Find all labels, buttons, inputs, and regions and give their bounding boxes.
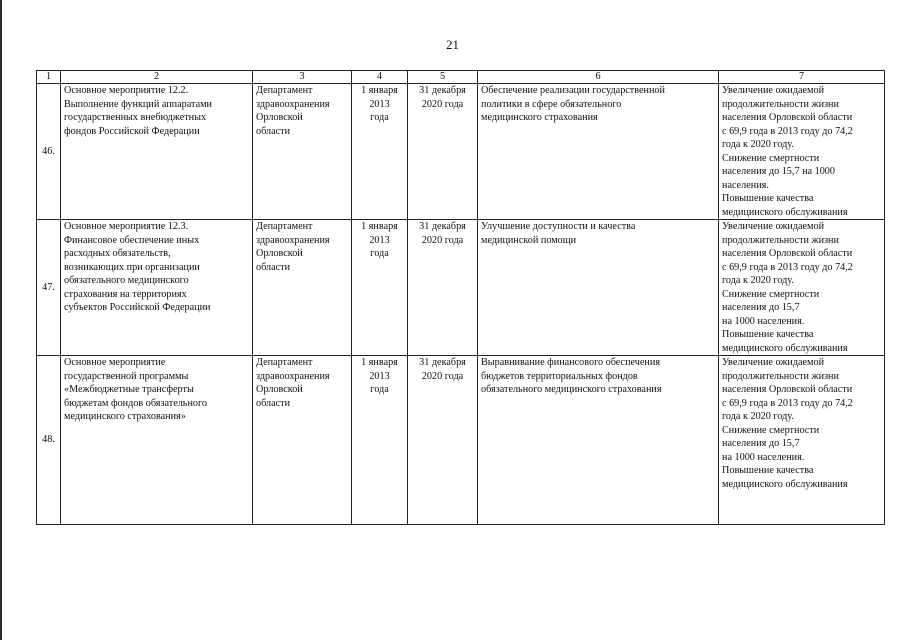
executor-line: Департамент	[256, 85, 313, 96]
indicator-line: с 69,9 года в 2013 году до 74,2	[722, 125, 853, 137]
event-line: возникающих при организации	[64, 261, 200, 273]
indicator-line: Увеличение ожидаемой	[722, 221, 825, 232]
header-cell-7: 7	[719, 71, 885, 84]
result-line: Выравнивание финансового обеспечения	[481, 357, 661, 368]
indicator-line: Снижение смертности	[722, 152, 820, 164]
indicator-line: Снижение смертности	[722, 288, 820, 300]
indicator-line: медицинского обслуживания	[722, 342, 848, 354]
result-line: обязательного медицинского страхования	[481, 384, 662, 395]
indicator-line: продолжительности жизни	[722, 370, 839, 382]
indicator-line: продолжительности жизни	[722, 98, 839, 110]
executor-line: Орловской	[256, 384, 303, 395]
indicator-line: года к 2020 году.	[722, 139, 794, 150]
end-date-cell	[408, 84, 478, 220]
start-date-cell	[352, 356, 408, 525]
event-line: Основное мероприятие	[64, 357, 166, 368]
start-date-line: 2013	[369, 370, 390, 382]
executor-cell	[253, 356, 352, 525]
indicator-line: года к 2020 году.	[722, 275, 794, 286]
event-line: медицинского страхования»	[64, 411, 186, 422]
event-line: Основное мероприятие 12.3.	[64, 221, 189, 232]
end-date-cell	[408, 356, 478, 525]
header-cell-6: 6	[478, 71, 719, 84]
indicator-line: на 1000 населения.	[722, 315, 805, 327]
table-row	[37, 356, 885, 525]
indicator-line: Увеличение ожидаемой	[722, 85, 825, 96]
event-line: фондов Российской Федерации	[64, 125, 200, 137]
event-line: «Межбюджетные трансферты	[64, 384, 194, 395]
executor-cell	[253, 84, 352, 220]
row-number: 46.	[37, 84, 61, 220]
indicator-line: продолжительности жизни	[722, 234, 839, 246]
start-date-line: года	[370, 384, 389, 395]
indicator-line: населения Орловской области	[722, 112, 853, 123]
indicator-line: Увеличение ожидаемой	[722, 357, 825, 368]
executor-line: Департамент	[256, 221, 313, 232]
indicator-line: населения до 15,7	[722, 438, 800, 449]
event-cell	[61, 84, 253, 220]
start-date-line: года	[370, 112, 389, 123]
indicators-cell	[719, 220, 885, 356]
header-cell-4: 4	[352, 71, 408, 84]
indicator-line: населения до 15,7 на 1000	[722, 166, 835, 177]
header-cell-5: 5	[408, 71, 478, 84]
result-line: Обеспечение реализации государственной	[481, 85, 665, 96]
end-date-line: 2020 года	[421, 98, 464, 110]
event-line: обязательного медицинского	[64, 275, 189, 286]
indicator-line: медицинского обслуживания	[722, 206, 848, 218]
event-line: субъектов Российской Федерации	[64, 302, 211, 313]
executor-cell	[253, 220, 352, 356]
table-row	[37, 220, 885, 356]
executor-line: здравоохранения	[256, 370, 330, 382]
start-date-line: 1 января	[361, 221, 398, 232]
indicator-line: населения Орловской области	[722, 248, 853, 259]
activities-table	[36, 70, 885, 525]
result-cell	[478, 84, 719, 220]
executor-line: области	[256, 261, 291, 273]
result-line: Улучшение доступности и качества	[481, 221, 636, 232]
start-date-cell	[352, 220, 408, 356]
end-date-line: 2020 года	[421, 370, 464, 382]
event-line: Выполнение функций аппаратами	[64, 98, 212, 110]
event-line: страхования на территориях	[64, 288, 187, 300]
executor-line: здравоохранения	[256, 98, 330, 110]
event-line: Основное мероприятие 12.2.	[64, 85, 189, 96]
page-number: 21	[446, 37, 459, 52]
result-line: медицинской помощи	[481, 234, 577, 246]
end-date-line: 2020 года	[421, 234, 464, 246]
indicator-line: Снижение смертности	[722, 424, 820, 436]
indicator-line: населения Орловской области	[722, 384, 853, 395]
indicator-line: населения до 15,7	[722, 302, 800, 313]
event-cell	[61, 220, 253, 356]
indicator-line: с 69,9 года в 2013 году до 74,2	[722, 397, 853, 409]
event-line: расходных обязательств,	[64, 248, 171, 259]
row-number: 47.	[37, 220, 61, 356]
table-row	[37, 84, 885, 220]
end-date-cell	[408, 220, 478, 356]
indicators-cell	[719, 84, 885, 220]
indicator-line: года к 2020 году.	[722, 411, 794, 422]
event-cell	[61, 356, 253, 525]
header-cell-3: 3	[253, 71, 352, 84]
indicator-line: медицинского обслуживания	[722, 478, 848, 490]
scan-border-line	[0, 0, 2, 640]
start-date-line: 1 января	[361, 85, 398, 96]
start-date-line: года	[370, 248, 389, 259]
end-date-line: 31 декабря	[419, 357, 466, 368]
event-line: государственной программы	[64, 370, 189, 382]
executor-line: области	[256, 397, 291, 409]
indicators-cell	[719, 356, 885, 525]
executor-line: области	[256, 125, 291, 137]
executor-line: Орловской	[256, 248, 303, 259]
event-line: бюджетам фондов обязательного	[64, 397, 208, 409]
executor-line: Орловской	[256, 112, 303, 123]
row-number: 48.	[37, 356, 61, 525]
event-line: Финансовое обеспечение иных	[64, 234, 200, 246]
indicator-line: на 1000 населения.	[722, 451, 805, 463]
indicator-line: с 69,9 года в 2013 году до 74,2	[722, 261, 853, 273]
result-line: медицинского страхования	[481, 112, 598, 123]
indicator-line: Повышение качества	[722, 465, 814, 476]
start-date-line: 2013	[369, 234, 390, 246]
header-row	[37, 71, 885, 84]
end-date-line: 31 декабря	[419, 85, 466, 96]
start-date-cell	[352, 84, 408, 220]
indicator-line: Повышение качества	[722, 329, 814, 340]
start-date-line: 2013	[369, 98, 390, 110]
result-line: бюджетов территориальных фондов	[481, 370, 638, 382]
result-cell	[478, 220, 719, 356]
header-cell-1: 1	[37, 71, 61, 84]
executor-line: здравоохранения	[256, 234, 330, 246]
event-line: государственных внебюджетных	[64, 112, 207, 123]
indicator-line: Повышение качества	[722, 193, 814, 204]
indicator-line: населения.	[722, 179, 769, 191]
result-line: политики в сфере обязательного	[481, 98, 622, 110]
header-cell-2: 2	[61, 71, 253, 84]
start-date-line: 1 января	[361, 357, 398, 368]
result-cell	[478, 356, 719, 525]
executor-line: Департамент	[256, 357, 313, 368]
end-date-line: 31 декабря	[419, 221, 466, 232]
